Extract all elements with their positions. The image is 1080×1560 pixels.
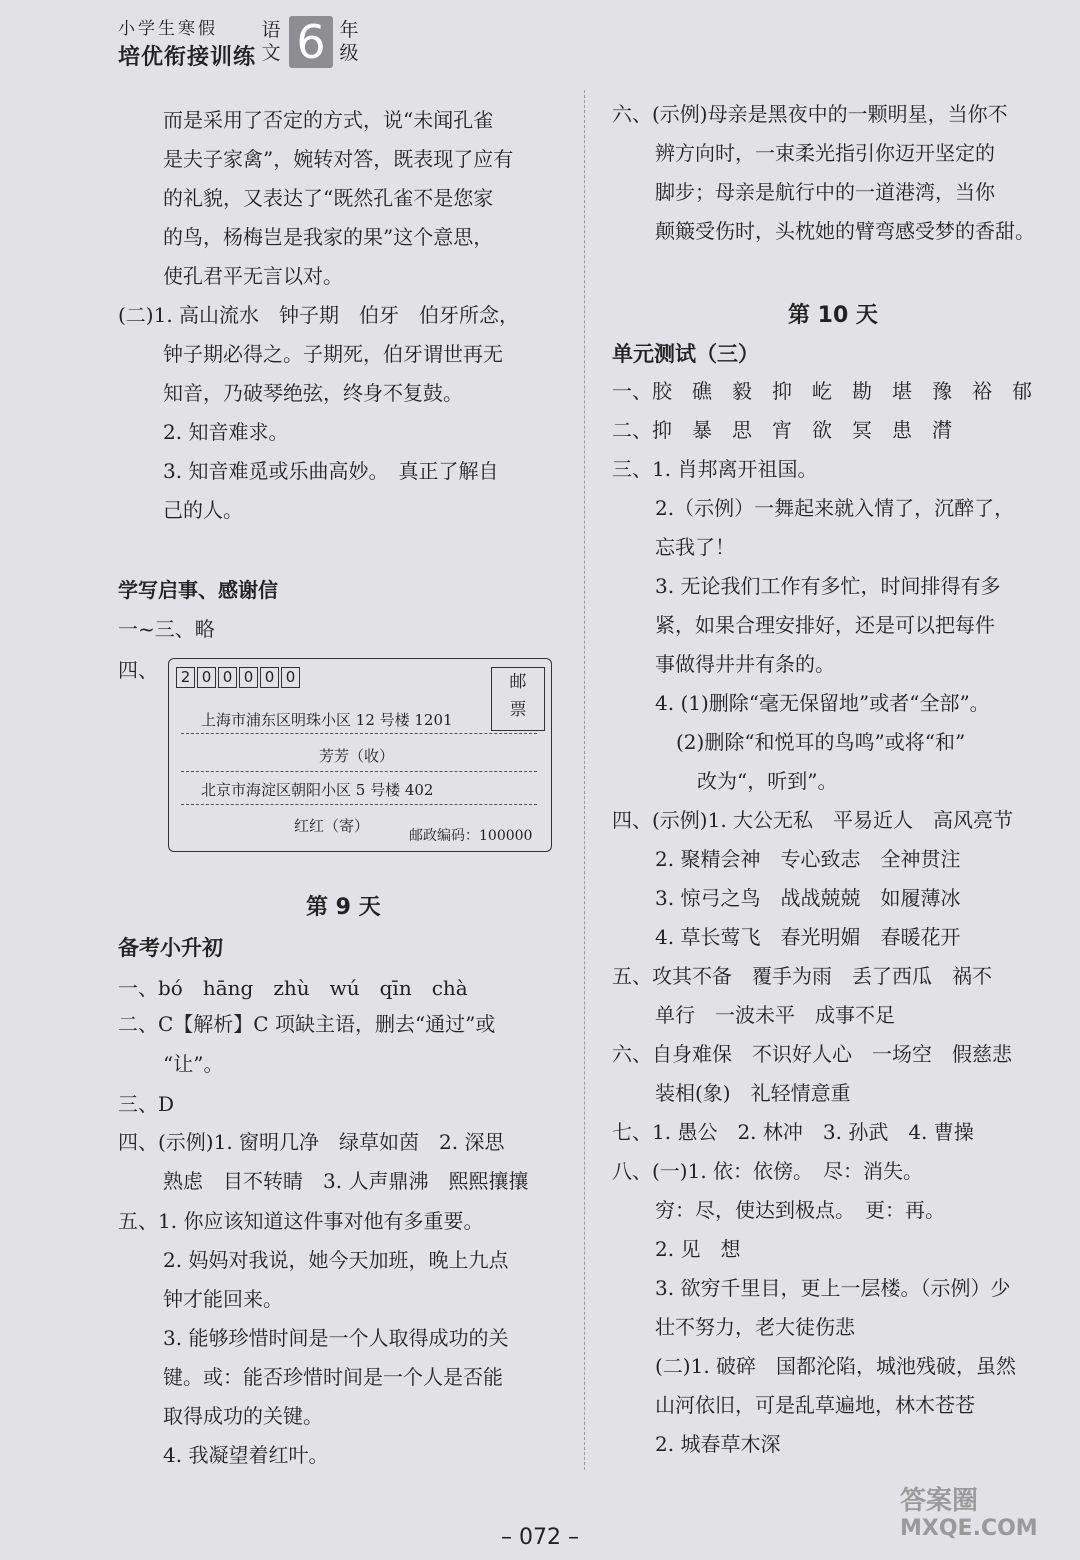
postcode-boxes <box>176 667 302 688</box>
text-line: 2. 见 想 <box>655 1237 741 1261</box>
text-line: (2)删除“和悦耳的鸟鸣”或将“和” <box>676 730 966 754</box>
text-line: 3. 无论我们工作有多忙，时间排得有多 <box>655 574 1001 598</box>
postcode-digit: 0 <box>197 667 216 688</box>
text-line: 二、抑 暴 思 宵 欲 冥 患 潸 <box>612 418 952 442</box>
header-series: 小学生寒假 <box>118 19 218 39</box>
section-heading: 备考小升初 <box>118 936 223 960</box>
text-line: 六、自身难保 不识好人心 一场空 假慈悲 <box>612 1042 1012 1066</box>
day-title: 第 10 天 <box>788 303 878 328</box>
header-book-title: 培优衔接训练 <box>118 45 257 70</box>
stamp-text: 票 <box>509 700 527 720</box>
text-line: 四、(示例)1. 大公无私 平易近人 高风亮节 <box>612 808 1014 832</box>
header-subject: 语文 <box>261 19 281 64</box>
text-line: 脚步；母亲是航行中的一道港湾，当你 <box>655 180 995 204</box>
text-line: 3. 知音难觅或乐曲高妙。 真正了解自 <box>163 459 499 483</box>
envelope-diagram <box>168 658 552 852</box>
text-line: 是夫子家禽”，婉转对答，既表现了应有 <box>163 147 514 171</box>
header-grade-number: 6 <box>289 16 333 68</box>
text-line: 辨方向时，一束柔光指引你迈开坚定的 <box>655 141 995 165</box>
section-heading: 单元测试（三） <box>612 342 759 366</box>
text-line: 三、1. 肖邦离开祖国。 <box>612 457 818 481</box>
envelope-rule <box>181 733 537 734</box>
text-line: 3. 欲穷千里目，更上一层楼。（示例）少 <box>655 1276 1011 1300</box>
sender-name: 红红（寄） <box>294 817 370 835</box>
text-line: 知音，乃破琴绝弦，终身不复鼓。 <box>163 381 463 405</box>
postcode-digit: 0 <box>239 667 258 688</box>
text-line: 六、(示例)母亲是黑夜中的一颗明星，当你不 <box>612 102 1008 126</box>
text-line: “让”。 <box>163 1052 224 1076</box>
text-line: 装相(象) 礼轻情意重 <box>655 1081 851 1105</box>
text-line: (二)1. 破碎 国都沦陷，城池残破，虽然 <box>655 1354 1017 1378</box>
text-line: 颠簸受伤时，头枕她的臂弯感受梦的香甜。 <box>655 219 1035 243</box>
text-line: 键。或：能否珍惜时间是一个人是否能 <box>163 1365 503 1389</box>
text-line: 一、bó hāng zhù wú qīn chà <box>118 976 468 1000</box>
text-line: 使孔君平无言以对。 <box>163 264 343 288</box>
day-title: 第 9 天 <box>306 895 381 920</box>
text-line: 取得成功的关键。 <box>163 1404 323 1428</box>
sender-postcode: 邮政编码：100000 <box>409 828 533 844</box>
text-line: 紧，如果合理安排好，还是可以把每件 <box>655 613 995 637</box>
text-line: 八、(一)1. 依：依傍。 尽：消失。 <box>612 1159 924 1183</box>
watermark-logo: 答案圈 <box>900 1486 979 1516</box>
text-line: 一~三、略 <box>118 617 215 641</box>
text-line: 4. 草长莺飞 春光明媚 春暖花开 <box>655 925 961 949</box>
postcode-digit: 2 <box>176 667 195 688</box>
envelope-rule <box>181 771 537 772</box>
text-line: 2. 城春草木深 <box>655 1432 781 1456</box>
text-line: 三、D <box>118 1092 175 1116</box>
column-divider <box>584 90 585 1470</box>
text-line: 山河依旧，可是乱草遍地，林木苍苍 <box>655 1393 975 1417</box>
stamp-text: 邮 <box>509 672 527 692</box>
text-line: 四、(示例)1. 窗明几净 绿草如茵 2. 深思 <box>118 1130 505 1154</box>
page-number: – 072 – <box>501 1525 579 1550</box>
text-line: 己的人。 <box>163 498 243 522</box>
text-line: 七、1. 愚公 2. 林冲 3. 孙武 4. 曹操 <box>612 1120 974 1144</box>
stamp-box <box>491 667 545 731</box>
postcode-digit: 0 <box>218 667 237 688</box>
text-line: 改为“，听到”。 <box>697 769 838 793</box>
text-line: 的鸟，杨梅岂是我家的果”这个意思， <box>163 225 494 249</box>
text-line: 事做得井井有条的。 <box>655 652 835 676</box>
watermark-url: MXQE.COM <box>900 1516 1038 1541</box>
text-line: (二)1. 高山流水 钟子期 伯牙 伯牙所念， <box>118 303 520 327</box>
text-line: 壮不努力，老大徒伤悲 <box>655 1315 855 1339</box>
text-line: 忘我了！ <box>655 535 735 559</box>
text-line: 二、C【解析】C 项缺主语，删去“通过”或 <box>118 1012 496 1036</box>
envelope-rule <box>181 804 537 805</box>
text-line: 4. (1)删除“毫无保留地”或者“全部”。 <box>655 691 990 715</box>
header-grade-label: 年级 <box>339 19 359 64</box>
text-line: 熟虑 目不转睛 3. 人声鼎沸 熙熙攘攘 <box>163 1169 529 1193</box>
text-line: 而是采用了否定的方式，说“未闻孔雀 <box>163 108 494 132</box>
text-line: 3. 能够珍惜时间是一个人取得成功的关 <box>163 1326 509 1350</box>
section-heading: 学写启事、感谢信 <box>118 578 278 602</box>
text-line: 3. 惊弓之鸟 战战兢兢 如履薄冰 <box>655 886 961 910</box>
text-line: 2. 聚精会神 专心致志 全神贯注 <box>655 847 961 871</box>
recipient-name: 芳芳（收） <box>319 747 395 765</box>
text-line: 2.（示例）一舞起来就入情了，沉醉了， <box>655 496 1015 520</box>
text-line: 2. 妈妈对我说，她今天加班，晚上九点 <box>163 1248 509 1272</box>
text-line: 五、1. 你应该知道这件事对他有多重要。 <box>118 1209 484 1233</box>
text-line: 穷：尽，使达到极点。 更：再。 <box>655 1198 945 1222</box>
recipient-address: 上海市浦东区明珠小区 12 号楼 1201 <box>201 711 453 729</box>
text-line: 钟子期必得之。子期死，伯牙谓世再无 <box>163 342 503 366</box>
sender-address: 北京市海淀区朝阳小区 5 号楼 402 <box>201 781 434 799</box>
text-line: 五、攻其不备 覆手为雨 丢了西瓜 祸不 <box>612 964 992 988</box>
text-line: 2. 知音难求。 <box>163 420 289 444</box>
text-line: 一、胶 礁 毅 抑 屹 勘 堪 豫 裕 郁 <box>612 379 1032 403</box>
postcode-digit: 0 <box>260 667 279 688</box>
postcode-digit: 0 <box>281 667 300 688</box>
text-line: 的礼貌，又表达了“既然孔雀不是您家 <box>163 186 494 210</box>
text-line: 钟才能回来。 <box>163 1287 283 1311</box>
text-line: 四、 <box>118 658 158 682</box>
text-line: 单行 一波未平 成事不足 <box>655 1003 895 1027</box>
text-line: 4. 我凝望着红叶。 <box>163 1443 329 1467</box>
